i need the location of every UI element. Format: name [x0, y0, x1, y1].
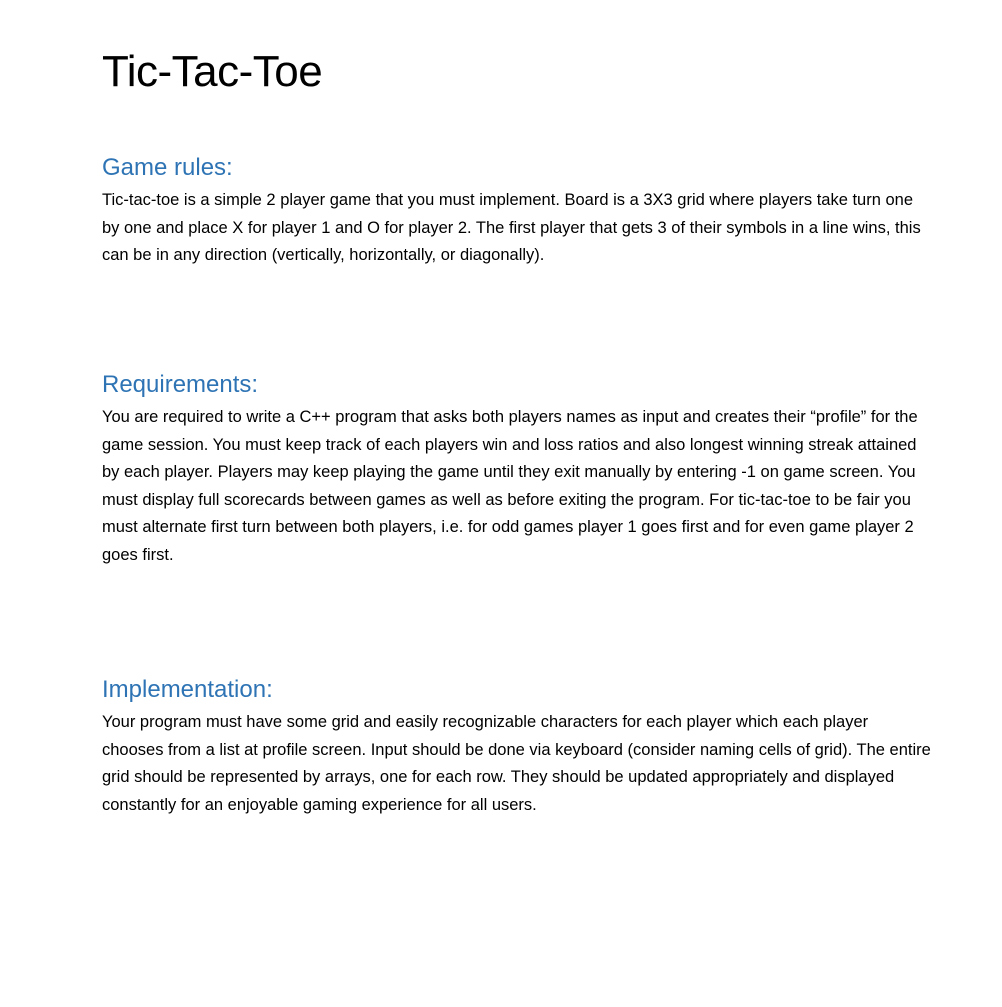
- section-implementation: [102, 675, 932, 819]
- document-title: Tic-Tac-Toe: [102, 47, 323, 96]
- section-heading-game-rules: Game rules:: [102, 154, 233, 181]
- section-body-game-rules: Tic-tac-toe is a simple 2 player game that you must implement. Board is a 3X3 grid where players take turn one by one and place X for player 1 and O for player 2. The first player that gets 3 of their symbols in a line wins, this can be in any direction (vertically, horizontally, or diagonally).: [102, 191, 921, 264]
- section-heading-implementation: Implementation:: [102, 676, 273, 703]
- section-body-implementation: Your program must have some grid and easily recognizable characters for each player which each player chooses from a list at profile screen. Input should be done via keyboard (consider naming cells of grid). The entire grid should be represented by arrays, one for each row. They should be updated appropriately and displayed constantly for an enjoyable gaming experience for all users.: [102, 713, 931, 814]
- section-requirements: [102, 370, 932, 569]
- section-game-rules: [102, 153, 932, 270]
- section-heading-requirements: Requirements:: [102, 371, 259, 398]
- section-body-requirements: You are required to write a C++ program that asks both players names as input and creates their “profile” for the game session. You must keep track of each players win and loss ratios and also longest winning streak attained by each player. Players may keep playing the game until they exit manually by entering -1 on game screen. You must display full scorecards between games as well as before exiting the program. For tic-tac-toe to be fair you must alternate first turn between both players, i.e. for odd games player 1 goes first and for even game player 2 goes first.: [102, 408, 918, 564]
